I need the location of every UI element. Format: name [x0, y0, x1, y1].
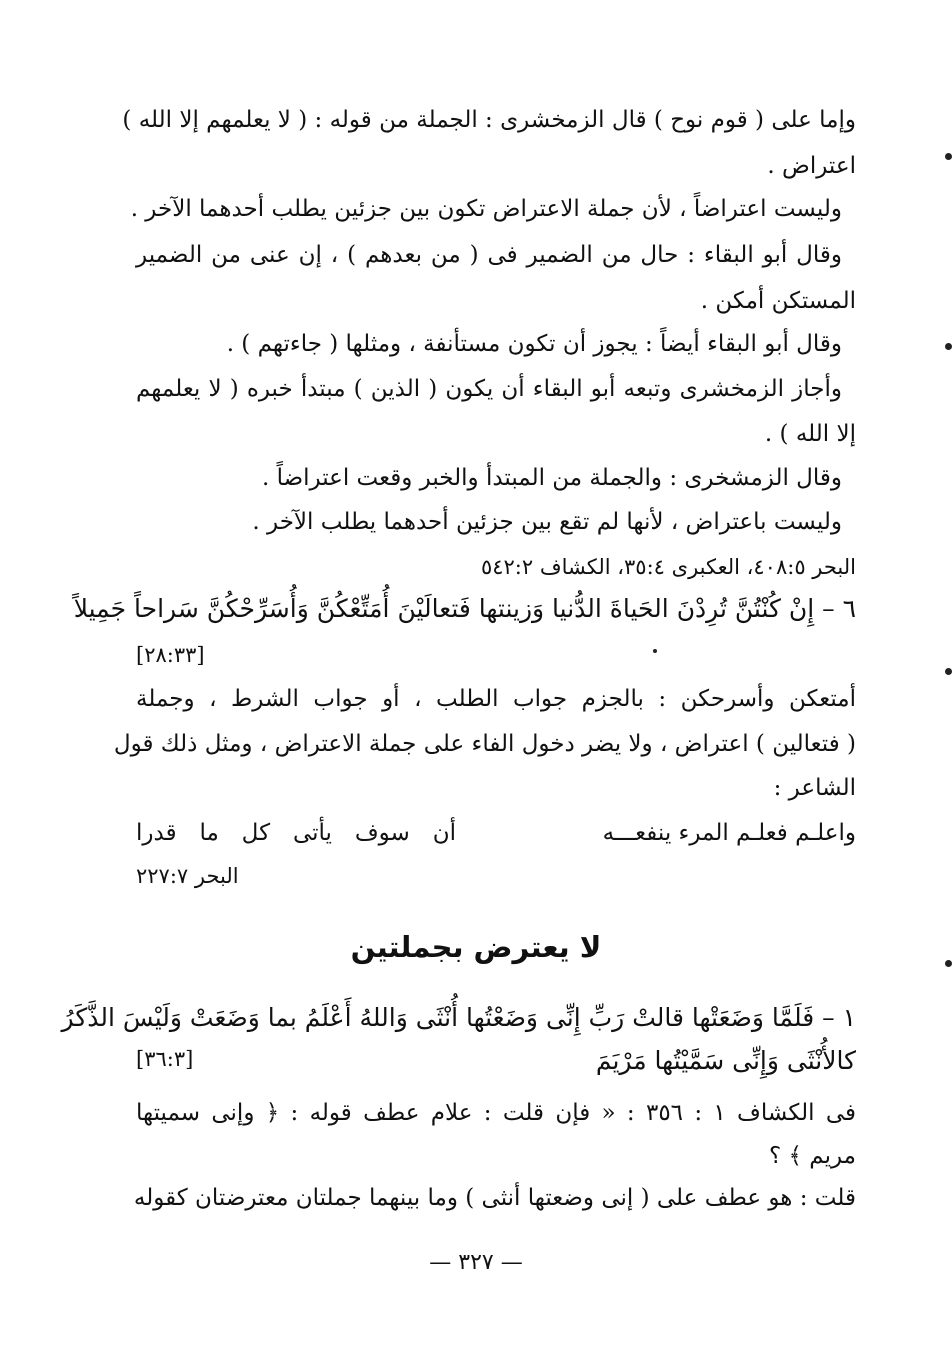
ink-speck	[653, 649, 657, 653]
text-line: إلا الله ) .	[764, 421, 856, 447]
text-line: المستكن أمكن .	[700, 288, 856, 314]
text-line: فى الكشاف ١ : ٣٥٦ : « فإن قلت : علام عطف قوله : ﴿ وإنى سميتها	[136, 1100, 856, 1126]
text-line: وإما على ( قوم نوح ) قال الزمخشرى : الجملة من قوله : ( لا يعلمهم إلا الله )	[122, 107, 856, 133]
text-line: وقال الزمشخرى : والجملة من المبتدأ والخبر وقعت اعتراضاً .	[261, 465, 842, 491]
margin-mark	[945, 153, 952, 160]
text-line: وأجاز الزمخشرى وتبعه أبو البقاء أن يكون ( الذين ) مبتدأ خبره ( لا يعلمهم	[136, 376, 842, 402]
poem-hemistich-right: واعلـم فعلـم المرء ينفعـــه	[602, 820, 856, 846]
verse-reference: [٣٦:٣]	[136, 1047, 194, 1071]
margin-mark	[945, 343, 952, 350]
margin-mark	[945, 668, 952, 675]
text-line: وليست اعتراضاً ، لأن جملة الاعتراض تكون بين جزئين يطلب أحدهما الآخر .	[130, 196, 842, 222]
text-line: وقال أبو البقاء : حال من الضمير فى ( من بعدهم ) ، إن عنى من الضمير	[136, 242, 842, 268]
text-line: مريم ﴾ ؟	[768, 1143, 856, 1169]
text-line: أمتعكن وأسرحكن : بالجزم جواب الطلب ، أو جواب الشرط ، وجملة	[136, 686, 856, 712]
quran-verse: ١ – فَلَمَّا وَضَعَتْها قالتْ رَبِّ إِنِّى وَضَعْتُها أُنْثَى وَاللهُ أَعْلَمُ بما وَضَعَتْ وَلَيْسَ الذَّكَرُ	[61, 1003, 856, 1032]
quran-verse: كالأُنْثَى وَإِنِّى سَمَّيْتُها مَرْيَمَ	[595, 1046, 856, 1075]
text-line: الشاعر :	[773, 775, 856, 801]
text-line: اعتراض .	[767, 153, 856, 179]
text-line: قلت : هو عطف على ( إنى وضعتها أنثى ) وما بينهما جملتان معترضتان كقوله	[133, 1185, 856, 1211]
reference-line: البحر ٤٠٨:٥، العكبرى ٣٥:٤، الكشاف ٥٤٢:٢	[480, 555, 856, 579]
poem-hemistich-left: أن سوف يأتى كل ما قدرا	[136, 820, 456, 846]
text-line: وقال أبو البقاء أيضاً : يجوز أن تكون مستأنفة ، ومثلها ( جاءتهم ) .	[226, 331, 842, 357]
poem-reference: البحر ٢٢٧:٧	[136, 864, 239, 888]
text-line: وليست باعتراض ، لأنها لم تقع بين جزئين أحدهما يطلب الآخر .	[252, 509, 842, 535]
quran-verse: ٦ – إِنْ كُنْتُنَّ تُرِدْنَ الحَياةَ الدُّنيا وَزينتها فَتعالَيْنَ أُمَتِّعْكُنَّ وَأُسَرِّحْكُنَّ سَراحاً جَمِيلاً	[73, 594, 856, 623]
section-heading: لا يعترض بجملتين	[350, 930, 602, 964]
text-line: ( فتعالين ) اعتراض ، ولا يضر دخول الفاء على جملة الاعتراض ، ومثل ذلك قول	[113, 731, 856, 757]
margin-mark	[945, 960, 952, 967]
verse-reference: [٢٨:٣٣]	[136, 643, 205, 667]
page-number: — ٣٢٧ —	[429, 1250, 523, 1275]
